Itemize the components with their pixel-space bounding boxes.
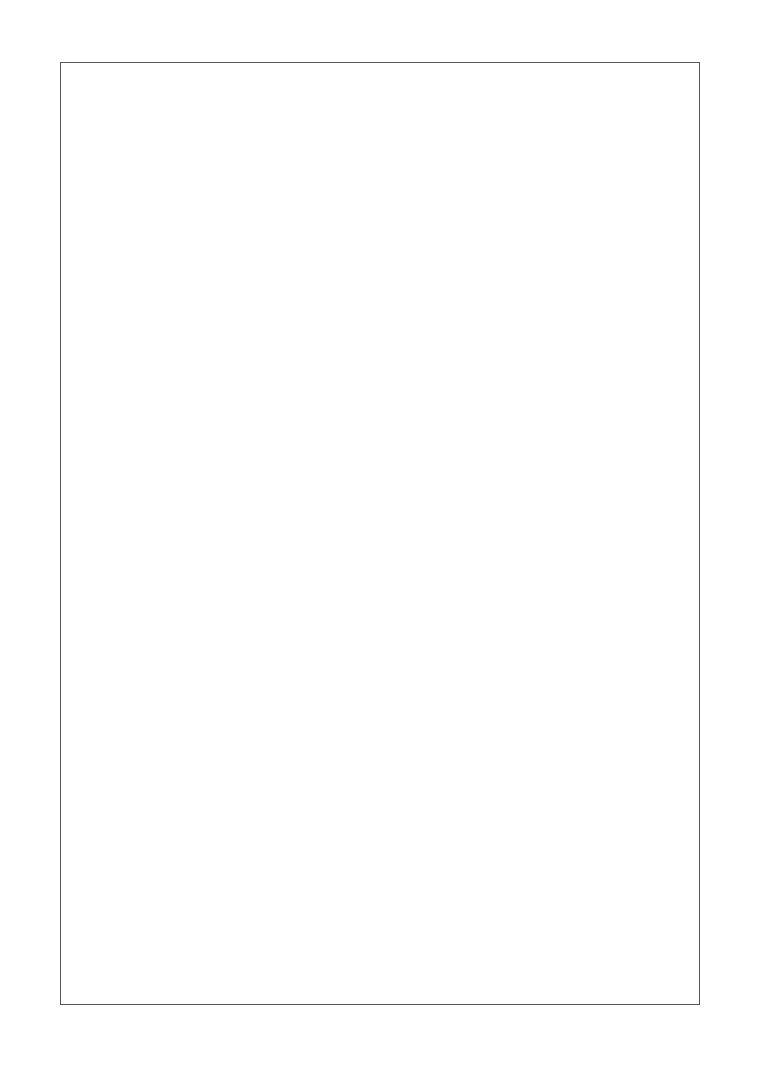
page-footer (62, 1012, 702, 1028)
buyer-table (60, 62, 700, 1005)
page-header (62, 42, 700, 63)
